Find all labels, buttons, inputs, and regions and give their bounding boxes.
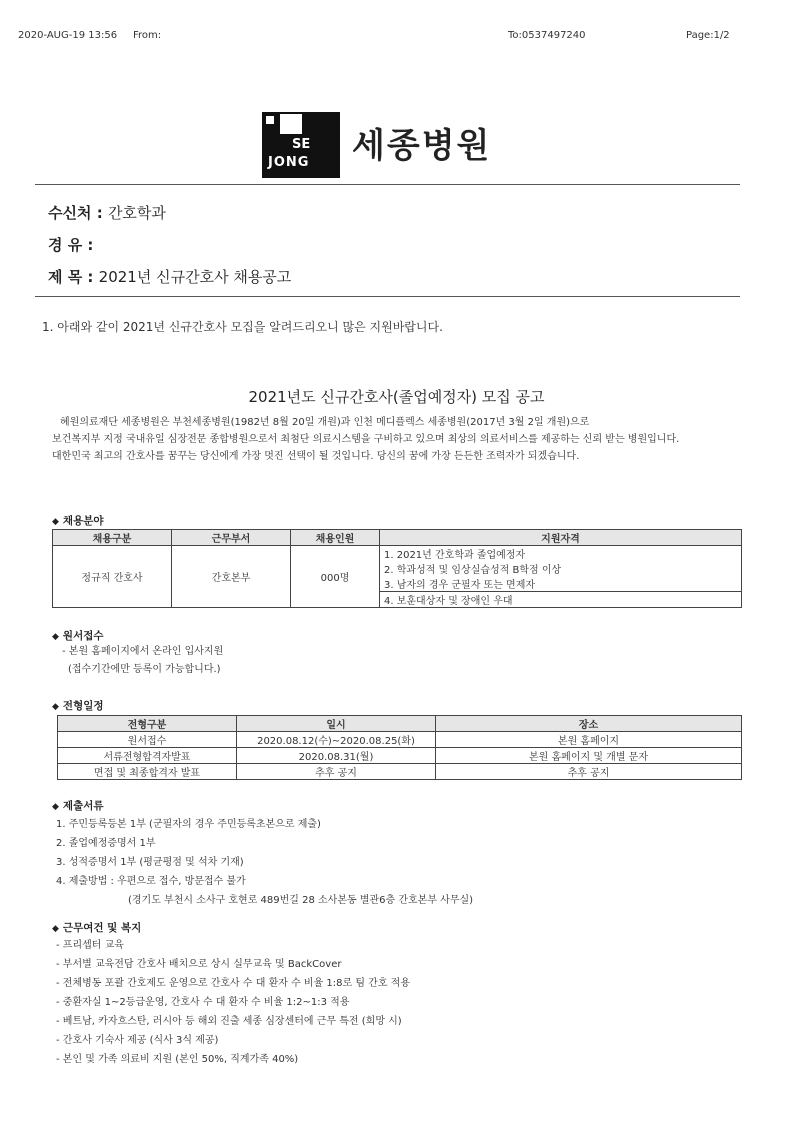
diamond-bullet-icon: ◆ — [52, 802, 59, 812]
benefits-list — [56, 936, 410, 1069]
list-item: 2. 졸업예정증명서 1부 — [56, 838, 156, 849]
list-item: (경기도 부천시 소사구 호현로 489번길 28 소사본동 별관6층 간호본부 사무실) — [128, 895, 474, 906]
list-item: - 전체병동 포괄 간호제도 운영으로 간호사 수 대 환자 수 비율 1:8로 팀 간호 적용 — [56, 978, 411, 989]
logo-mark — [266, 116, 274, 124]
hospital-logo — [262, 112, 340, 178]
subject-label: 제 목 : — [48, 268, 94, 286]
notice-title: 2021년도 신규간호사(졸업예정자) 모집 공고 — [248, 388, 545, 406]
qualification-item: 4. 보훈대상자 및 장애인 우대 — [384, 596, 513, 607]
section-heading-benefits — [52, 920, 141, 935]
logo-cross — [280, 114, 302, 134]
section-title: 근무여건 및 복지 — [62, 922, 142, 934]
fax-datetime: 2020-AUG-19 13:56 — [18, 30, 118, 41]
intro-paragraph — [52, 414, 742, 465]
section-heading-application — [52, 628, 104, 643]
recipient-row — [48, 202, 166, 223]
cell-dept: 간호본부 — [172, 546, 291, 608]
list-item: - 본인 및 가족 의료비 지원 (본인 50%, 직계가족 40%) — [56, 1054, 299, 1065]
qualification-item: 3. 남자의 경우 군필자 또는 면제자 — [380, 576, 741, 592]
section-title: 원서접수 — [62, 630, 104, 642]
paragraph-line: 혜원의료재단 세종병원은 부천세종병원(1982년 8월 20일 개원)과 인천 메디플렉스 세종병원(2017년 3월 2일 개원)으로 — [60, 417, 590, 428]
via-row — [48, 234, 93, 255]
list-item: - 부서별 교육전담 간호사 배치으로 상시 실무교육 및 BackCover — [56, 959, 342, 970]
recruitment-table — [52, 529, 742, 608]
subject-row — [48, 266, 291, 287]
list-item: (접수기간에만 등록이 가능합니다.) — [68, 664, 221, 675]
list-item: - 본원 홈페이지에서 온라인 입사지원 — [62, 646, 224, 657]
recipient-label: 수신처 : — [48, 204, 103, 222]
table-cell: 추후 공지 — [436, 764, 742, 780]
table-cell: 원서접수 — [58, 732, 237, 748]
diamond-bullet-icon: ◆ — [52, 924, 59, 934]
cell-qualifications — [380, 546, 742, 608]
table-cell: 2020.08.31(월) — [237, 748, 436, 764]
list-item: - 베트남, 카자흐스탄, 러시아 등 해외 진출 세종 심장센터에 근무 특전 (희망 시) — [56, 1016, 402, 1027]
schedule-table — [57, 715, 742, 780]
table-cell: 본원 홈페이지 — [436, 732, 742, 748]
list-item: - 프리셉터 교육 — [56, 940, 124, 951]
diamond-bullet-icon: ◆ — [52, 517, 59, 527]
divider-bottom — [35, 296, 740, 297]
list-item: 1. 주민등록등본 1부 (군필자의 경우 주민등록초본으로 제출) — [56, 819, 321, 830]
section-title: 제출서류 — [62, 800, 104, 812]
logo-text-jong: JONG — [268, 155, 310, 170]
recipient-value: 간호학과 — [107, 204, 166, 222]
cell-type: 정규직 간호사 — [53, 546, 172, 608]
fax-to: To:0537497240 — [508, 30, 586, 41]
qualifications-list — [380, 546, 741, 607]
diamond-bullet-icon: ◆ — [52, 632, 59, 642]
qualification-item: 2. 학과성적 및 임상실습성적 B학점 이상 — [384, 565, 562, 576]
table-row — [58, 732, 742, 748]
via-label: 경 유 : — [48, 236, 94, 254]
divider-top — [35, 184, 740, 185]
subject-value: 2021년 신규간호사 채용공고 — [98, 268, 292, 286]
paragraph-line: 대한민국 최고의 간호사를 꿈꾸는 당신에게 가장 멋진 선택이 될 것입니다. 당신의 꿈에 가장 든든한 조력자가 되겠습니다. — [52, 451, 580, 462]
table-cell: 서류전형합격자발표 — [58, 748, 237, 764]
fax-from: From: — [133, 30, 162, 41]
header-cell: 일시 — [237, 716, 436, 732]
documents-list — [56, 815, 473, 910]
table-cell: 면접 및 최종합격자 발표 — [58, 764, 237, 780]
qualification-item: 1. 2021년 간호학과 졸업예정자 — [384, 550, 526, 561]
header-cell: 전형구분 — [58, 716, 237, 732]
header-cell: 지원자격 — [380, 530, 742, 546]
header-cell: 채용인원 — [291, 530, 380, 546]
fax-page: Page:1/2 — [686, 30, 730, 41]
header-cell: 채용구분 — [53, 530, 172, 546]
list-item: 4. 제출방법 : 우편으로 접수, 방문접수 불가 — [56, 876, 246, 887]
list-item: 3. 성적증명서 1부 (평균평점 및 석차 기재) — [56, 857, 244, 868]
table-row — [53, 546, 742, 608]
diamond-bullet-icon: ◆ — [52, 702, 59, 712]
list-item: - 중환자실 1~2등급운영, 간호사 수 대 환자 수 비율 1:2~1:3 적용 — [56, 997, 350, 1008]
table-header-row — [53, 530, 742, 546]
section-heading-recruitment — [52, 513, 104, 528]
section-heading-schedule — [52, 698, 104, 713]
logo-text-se: SE — [292, 137, 311, 152]
table-row — [58, 764, 742, 780]
paragraph-line: 보건복지부 지정 국내유일 심장전문 종합병원으로서 최첨단 의료시스템을 구비하고 있으며 최상의 의료서비스를 제공하는 신뢰 받는 병원입니다. — [52, 434, 680, 445]
list-item: - 간호사 기숙사 제공 (식사 3식 제공) — [56, 1035, 219, 1046]
header-cell: 근무부서 — [172, 530, 291, 546]
table-header-row — [58, 716, 742, 732]
table-cell: 추후 공지 — [237, 764, 436, 780]
section-title: 채용분야 — [62, 515, 104, 527]
section-heading-documents — [52, 798, 104, 813]
table-cell: 본원 홈페이지 및 개별 문자 — [436, 748, 742, 764]
table-cell: 2020.08.12(수)~2020.08.25(화) — [237, 732, 436, 748]
cell-count: 000명 — [291, 546, 380, 608]
application-lines — [56, 643, 223, 679]
table-row — [58, 748, 742, 764]
hospital-name: 세종병원 — [352, 126, 492, 166]
intro-line: 1. 아래와 같이 2021년 신규간호사 모집을 알려드리오니 많은 지원바랍니다. — [42, 320, 443, 334]
section-title: 전형일정 — [62, 700, 104, 712]
header-cell: 장소 — [436, 716, 742, 732]
